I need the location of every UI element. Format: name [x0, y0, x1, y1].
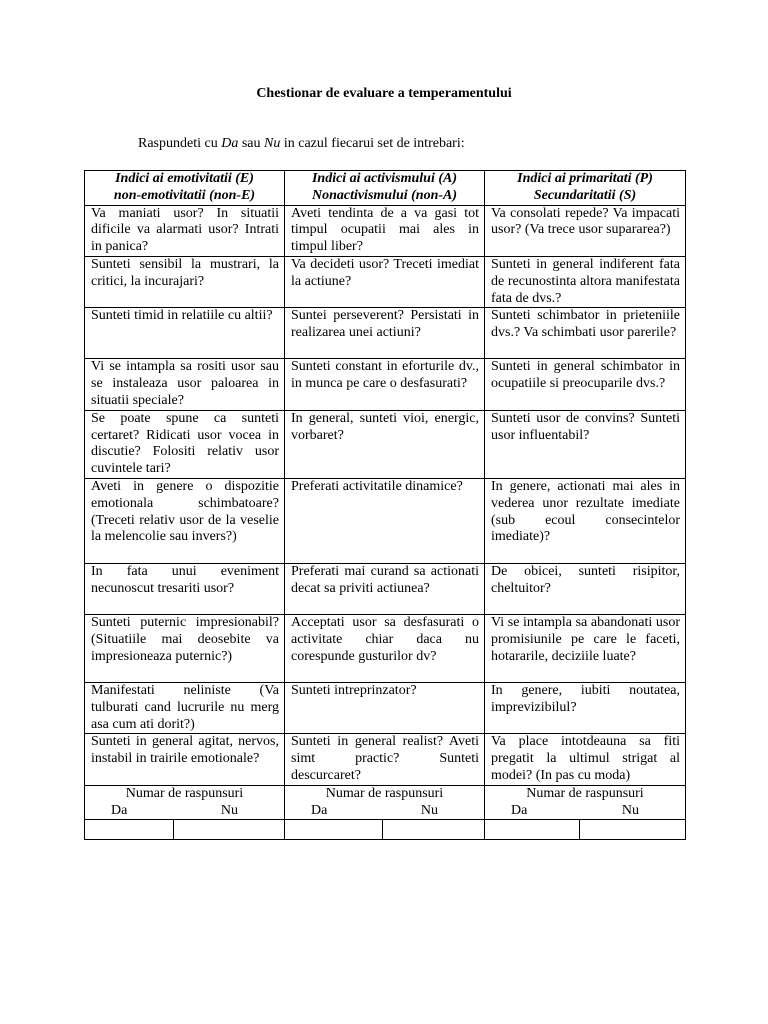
nu-count-field[interactable]: [579, 820, 685, 839]
nu-count-field[interactable]: [173, 820, 284, 839]
instructions-nu: Nu: [264, 136, 281, 151]
answer-count-label: Numar de raspunsuri: [325, 785, 444, 801]
da-label: Da: [511, 802, 528, 818]
da-label: Da: [111, 802, 128, 818]
answer-count-header-row: [85, 785, 686, 820]
question-cell: Sunteti timid in relatiile cu altii?: [85, 308, 285, 359]
question-cell: In genere, actionati mai ales in vederea unor rezultate imediate (sub ecoul consecintelor imediate)?: [485, 478, 686, 563]
question-cell: Sunteti in general indiferent fata de recunostinta altora manifestata fata de dvs.?: [485, 256, 686, 307]
nu-label: Nu: [621, 802, 639, 818]
question-cell: Sunteti sensibil la mustrari, la critici, la incurajari?: [85, 256, 285, 307]
column-header-line: non-emotivitatii (non-E): [113, 187, 256, 203]
table-header-row: [85, 171, 686, 206]
question-cell: Va consolati repede? Va impacati usor? (Va trece usor supararea?): [485, 205, 686, 256]
answer-count-cell: [285, 820, 485, 840]
instructions: [138, 136, 465, 152]
questionnaire-table: [84, 170, 686, 840]
table-row: [85, 563, 686, 614]
question-cell: Sunteti intreprinzator?: [285, 682, 485, 733]
answer-count-label: Numar de raspunsuri: [125, 785, 244, 801]
question-cell: Sunteti in general schimbator in ocupatiile si preocuparile dvs.?: [485, 359, 686, 410]
da-count-field[interactable]: [485, 820, 579, 839]
question-cell: Sunteti constant in eforturile dv., in munca pe care o desfasurati?: [285, 359, 485, 410]
question-cell: Aveti tendinta de a va gasi tot timpul ocupatii mai ales in timpul liber?: [285, 205, 485, 256]
table-row: [85, 359, 686, 410]
question-cell: Preferati mai curand sa actionati decat sa priviti actiunea?: [285, 563, 485, 614]
nu-count-field[interactable]: [382, 820, 484, 839]
question-cell: Manifestati neliniste (Va tulburati cand lucrurile nu merg asa cum ati dorit?): [85, 682, 285, 733]
table-row: [85, 478, 686, 563]
question-cell: Sunteti in general agitat, nervos, instabil in trairile emotionale?: [85, 734, 285, 785]
question-cell: Va decideti usor? Treceti imediat la actiune?: [285, 256, 485, 307]
question-cell: Aveti in genere o dispozitie emotionala schimbatoare? (Treceti relativ usor de la veselie la melencolie sau invers?): [85, 478, 285, 563]
question-cell: Sunteti in general realist? Aveti simt practic? Sunteti descurcaret?: [285, 734, 485, 785]
da-label: Da: [311, 802, 328, 818]
column-header-activism: [285, 171, 485, 206]
question-cell: Suntei perseverent? Persistati in realizarea unei actiuni?: [285, 308, 485, 359]
column-header-line: Secundaritatii (S): [533, 187, 637, 203]
question-cell: Va maniati usor? In situatii dificile va alarmati usor? Intrati in panica?: [85, 205, 285, 256]
nu-label: Nu: [420, 802, 438, 818]
column-header-primarity: [485, 171, 686, 206]
table-row: [85, 205, 686, 256]
instructions-after: in cazul fiecarui set de intrebari:: [280, 136, 465, 151]
answer-count-input-row: [85, 820, 686, 840]
column-header-line: Indici ai primaritati (P): [517, 171, 653, 186]
question-cell: Va place intotdeauna sa fiti pregatit la ultimul strigat al modei? (In pas cu moda): [485, 734, 686, 785]
answer-count-header: [285, 785, 485, 820]
instructions-before: Raspundeti cu: [138, 136, 222, 151]
table-row: [85, 410, 686, 478]
answer-count-header: [85, 785, 285, 820]
table-row: [85, 682, 686, 733]
column-header-emotivity: [85, 171, 285, 206]
answer-count-header: [485, 785, 686, 820]
question-cell: In genere, iubiti noutatea, imprevizibilul?: [485, 682, 686, 733]
instructions-da: Da: [221, 136, 239, 151]
column-header-line: Nonactivismului (non-A): [311, 187, 458, 203]
question-cell: Vi se intampla sa abandonati usor promisiunile pe care le faceti, hotararile, deciziile luate?: [485, 614, 686, 682]
question-cell: Vi se intampla sa rositi usor sau se instaleaza usor paloarea in situatii speciale?: [85, 359, 285, 410]
answer-count-cell: [85, 820, 285, 840]
question-cell: Sunteti schimbator in prieteniile dvs.? Va schimbati usor parerile?: [485, 308, 686, 359]
instructions-middle: sau: [238, 136, 265, 151]
table-row: [85, 308, 686, 359]
question-cell: Preferati activitatile dinamice?: [285, 478, 485, 563]
da-count-field[interactable]: [285, 820, 382, 839]
question-cell: Acceptati usor sa desfasurati o activitate chiar daca nu corespunde gusturilor dv?: [285, 614, 485, 682]
question-cell: Sunteti usor de convins? Sunteti usor influentabil?: [485, 410, 686, 478]
column-header-line: Indici ai activismului (A): [311, 171, 458, 186]
question-cell: Sunteti puternic impresionabil? (Situatiile mai deosebite va impresioneaza puternic?): [85, 614, 285, 682]
answer-count-label: Numar de raspunsuri: [526, 785, 644, 801]
table-row: [85, 734, 686, 785]
table-row: [85, 614, 686, 682]
answer-count-cell: [485, 820, 686, 840]
da-count-field[interactable]: [85, 820, 173, 839]
question-cell: De obicei, sunteti risipitor, cheltuitor?: [485, 563, 686, 614]
column-header-line: Indici ai emotivitatii (E): [115, 171, 254, 186]
question-cell: Se poate spune ca sunteti certaret? Ridicati usor vocea in discutie? Folositi relativ usor cuvintele tari?: [85, 410, 285, 478]
nu-label: Nu: [220, 802, 238, 818]
question-cell: In fata unui eveniment necunoscut tresariti usor?: [85, 563, 285, 614]
table-row: [85, 256, 686, 307]
question-cell: In general, sunteti vioi, energic, vorbaret?: [285, 410, 485, 478]
page-title: Chestionar de evaluare a temperamentului: [256, 86, 512, 101]
